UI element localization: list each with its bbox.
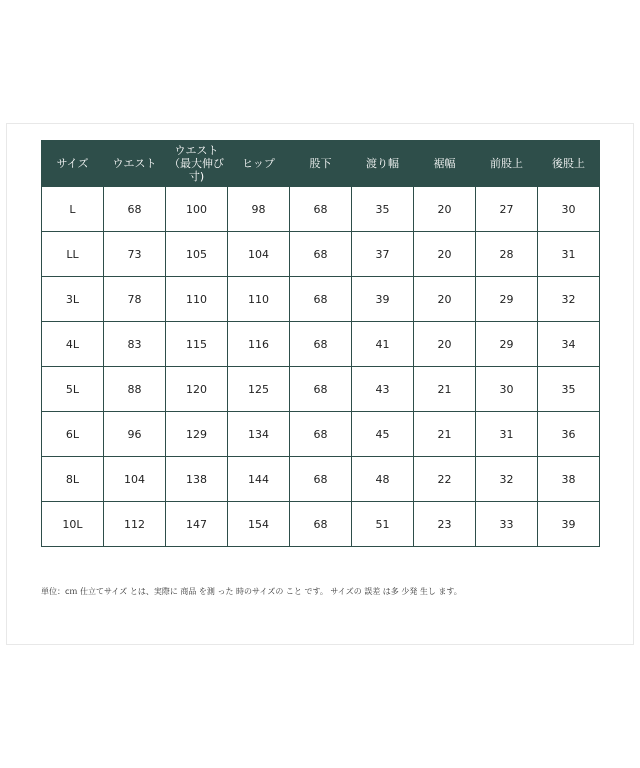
size-chart-table: [41, 140, 600, 547]
header-waist-max-stretch: ウエスト（最大伸び寸): [166, 141, 228, 187]
table-cell: 68: [290, 322, 352, 367]
header-hip: ヒップ: [228, 141, 290, 187]
table-cell: 115: [166, 322, 228, 367]
table-cell: 45: [352, 412, 414, 457]
table-cell: 116: [228, 322, 290, 367]
header-thigh-width: 渡り幅: [352, 141, 414, 187]
table-cell: 78: [104, 277, 166, 322]
table-cell: 20: [414, 277, 476, 322]
table-row: [42, 457, 600, 502]
table-cell: 112: [104, 502, 166, 547]
table-cell: 68: [290, 412, 352, 457]
table-row: [42, 412, 600, 457]
table-header-row: [42, 141, 600, 187]
table-cell: 32: [538, 277, 600, 322]
table-cell: 20: [414, 322, 476, 367]
table-cell: 68: [104, 187, 166, 232]
table-cell: 5L: [42, 367, 104, 412]
table-cell: 29: [476, 277, 538, 322]
table-cell: 35: [352, 187, 414, 232]
table-cell: L: [42, 187, 104, 232]
table-cell: 23: [414, 502, 476, 547]
table-cell: 48: [352, 457, 414, 502]
table-cell: 30: [476, 367, 538, 412]
table-cell: 3L: [42, 277, 104, 322]
table-cell: 21: [414, 412, 476, 457]
table-cell: 41: [352, 322, 414, 367]
table-row: [42, 322, 600, 367]
header-hem-width: 裾幅: [414, 141, 476, 187]
table-cell: 27: [476, 187, 538, 232]
table-row: [42, 277, 600, 322]
table-cell: 4L: [42, 322, 104, 367]
table-cell: 68: [290, 277, 352, 322]
table-cell: 20: [414, 232, 476, 277]
table-cell: 20: [414, 187, 476, 232]
table-cell: 10L: [42, 502, 104, 547]
table-cell: 125: [228, 367, 290, 412]
header-waist: ウエスト: [104, 141, 166, 187]
table-cell: 30: [538, 187, 600, 232]
table-cell: 110: [166, 277, 228, 322]
header-back-rise: 後股上: [538, 141, 600, 187]
table-cell: 35: [538, 367, 600, 412]
table-cell: 68: [290, 367, 352, 412]
table-row: [42, 187, 600, 232]
table-cell: 29: [476, 322, 538, 367]
table-cell: 129: [166, 412, 228, 457]
table-cell: LL: [42, 232, 104, 277]
table-cell: 104: [228, 232, 290, 277]
table-cell: 37: [352, 232, 414, 277]
table-cell: 51: [352, 502, 414, 547]
table-cell: 83: [104, 322, 166, 367]
table-cell: 88: [104, 367, 166, 412]
table-cell: 33: [476, 502, 538, 547]
table-cell: 39: [538, 502, 600, 547]
table-cell: 6L: [42, 412, 104, 457]
table-cell: 110: [228, 277, 290, 322]
table-cell: 147: [166, 502, 228, 547]
table-cell: 144: [228, 457, 290, 502]
table-cell: 36: [538, 412, 600, 457]
table-cell: 21: [414, 367, 476, 412]
table-cell: 104: [104, 457, 166, 502]
table-cell: 32: [476, 457, 538, 502]
table-cell: 8L: [42, 457, 104, 502]
table-cell: 96: [104, 412, 166, 457]
table-cell: 134: [228, 412, 290, 457]
table-cell: 34: [538, 322, 600, 367]
table-cell: 68: [290, 502, 352, 547]
table-cell: 43: [352, 367, 414, 412]
header-front-rise: 前股上: [476, 141, 538, 187]
table-cell: 68: [290, 457, 352, 502]
table-cell: 22: [414, 457, 476, 502]
table-cell: 39: [352, 277, 414, 322]
header-inseam: 股下: [290, 141, 352, 187]
table-cell: 31: [538, 232, 600, 277]
table-cell: 154: [228, 502, 290, 547]
table-cell: 68: [290, 187, 352, 232]
table-cell: 31: [476, 412, 538, 457]
table-row: [42, 232, 600, 277]
header-size: サイズ: [42, 141, 104, 187]
table-cell: 100: [166, 187, 228, 232]
table-cell: 138: [166, 457, 228, 502]
table-cell: 105: [166, 232, 228, 277]
table-cell: 68: [290, 232, 352, 277]
table-row: [42, 502, 600, 547]
table-row: [42, 367, 600, 412]
size-note: 単位：cｍ 仕立てサイズ とは、実際に 商品 を測 った 時のサイズの こと です。 サイズの 誤差 は多 少発 生し ます。: [41, 587, 462, 596]
table-cell: 28: [476, 232, 538, 277]
table-cell: 38: [538, 457, 600, 502]
table-cell: 73: [104, 232, 166, 277]
table-cell: 98: [228, 187, 290, 232]
table-cell: 120: [166, 367, 228, 412]
